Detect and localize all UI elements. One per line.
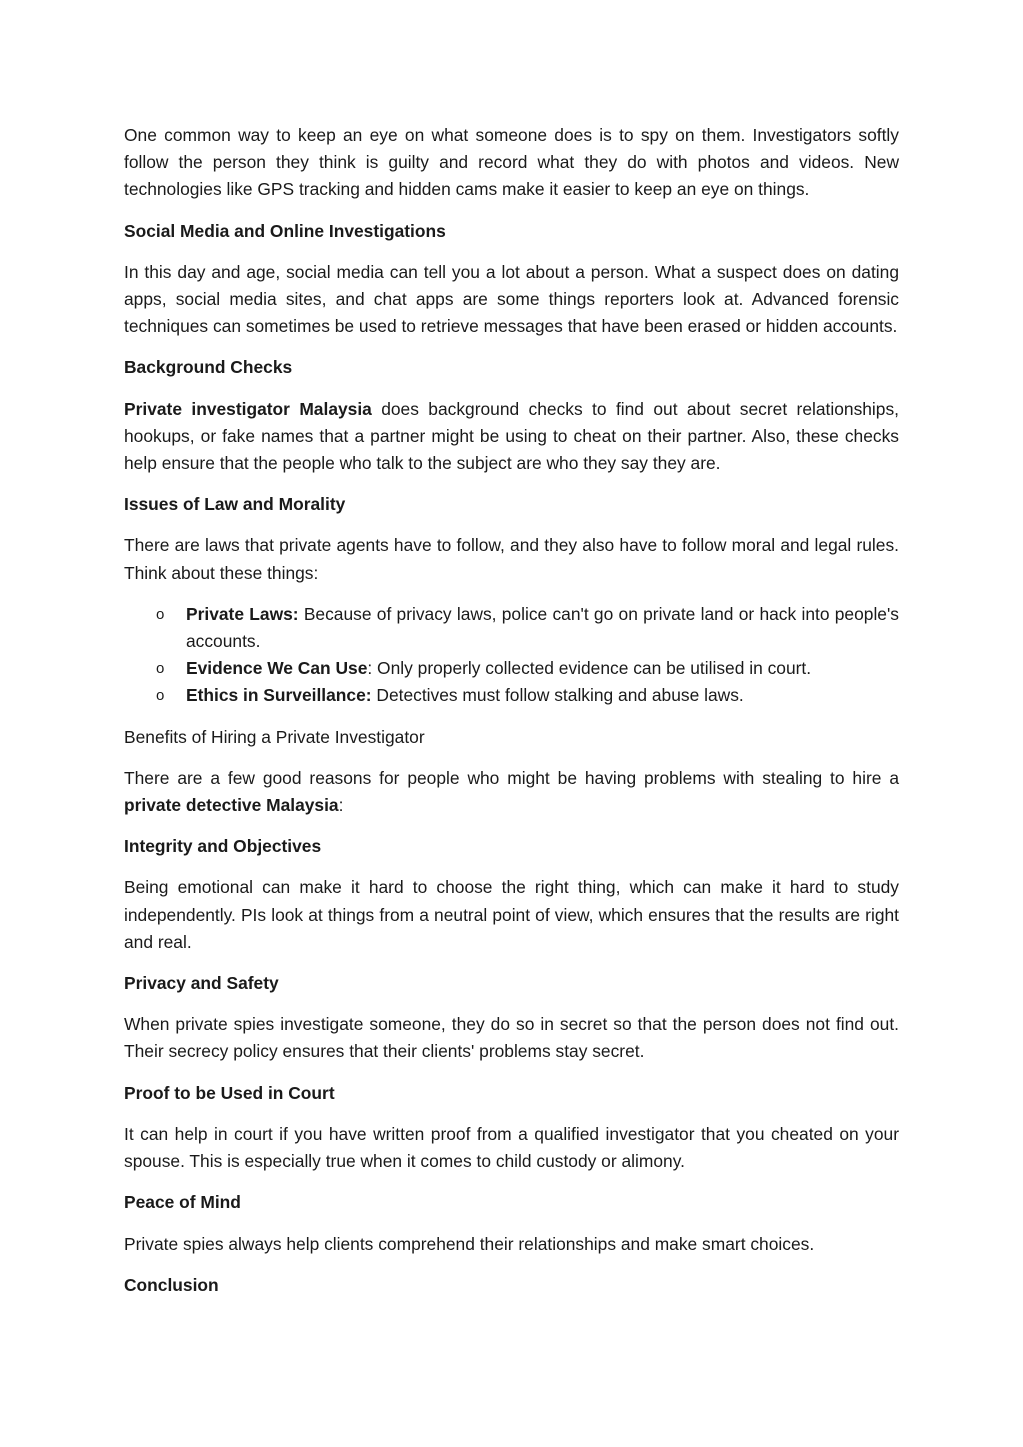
bullet-title: Ethics in Surveillance: — [186, 685, 372, 706]
bullet-text: Because of privacy laws, police can't go on private land or hack into people's accounts. — [186, 603, 899, 652]
heading-peace-of-mind: Peace of Mind — [124, 1192, 241, 1213]
benefits-colon: : — [338, 795, 344, 816]
heading-background-checks: Background Checks — [124, 357, 293, 378]
law-bullet-list — [124, 601, 899, 710]
bullet-title: Private Laws: — [186, 603, 299, 624]
paragraph-background-checks — [124, 396, 899, 478]
heading-privacy-safety: Privacy and Safety — [124, 973, 279, 994]
bold-private-investigator-malaysia: Private investigator Malaysia — [124, 398, 372, 419]
heading-law-morality: Issues of Law and Morality — [124, 494, 346, 515]
paragraph-proof-court: It can help in court if you have written proof from a qualified investigator that you cheated on your spouse. This is especially true when it comes to child custody or alimony. — [124, 1123, 899, 1172]
paragraph-peace-of-mind: Private spies always help clients comprehend their relationships and make smart choices. — [124, 1233, 815, 1254]
list-item — [124, 601, 899, 655]
bullet-text: : Only properly collected evidence can be utilised in court. — [367, 658, 812, 679]
paragraph-social-media: In this day and age, social media can tell you a lot about a person. What a suspect does on dating apps, social media sites, and chat apps are some things reporters look at. Advanced forensic techniques can sometimes be used to retrieve messages that have been erased or hidden accounts. — [124, 261, 899, 337]
benefits-text: There are a few good reasons for people who might be having problems with stealing to hire a — [124, 767, 899, 788]
bullet-circle-icon: o — [156, 660, 165, 678]
paragraph-surveillance: One common way to keep an eye on what someone does is to spy on them. Investigators softly follow the person they think is guilty and record what they do with photos and videos. New technologies like GPS tracking and hidden cams make it easier to keep an eye on things. — [124, 125, 899, 200]
paragraph-privacy-safety: When private spies investigate someone, they do so in secret so that the person does not find out. Their secrecy policy ensures that their clients' problems stay secret. — [124, 1014, 899, 1062]
paragraph-law-morality: There are laws that private agents have to follow, and they also have to follow moral and legal rules. Think about these things: — [124, 535, 899, 583]
heading-integrity: Integrity and Objectives — [124, 836, 322, 857]
bold-private-detective-malaysia: private detective Malaysia — [124, 795, 339, 816]
heading-social-media: Social Media and Online Investigations — [124, 220, 446, 241]
bullet-circle-icon: o — [156, 605, 165, 623]
paragraph-benefits — [124, 765, 899, 819]
bullet-title: Evidence We Can Use — [186, 658, 368, 679]
background-checks-text: does background checks to find out about secret relationships, hookups, or fake names that a partner might be using to cheat on their partner. Also, these checks help ensure that the people who talk to the subject are who they say they are. — [124, 398, 899, 474]
heading-proof-court: Proof to be Used in Court — [124, 1082, 335, 1103]
list-item — [124, 682, 899, 709]
paragraph-integrity: Being emotional can make it hard to choose the right thing, which can make it hard to study independently. PIs look at things from a neutral point of view, which ensures that the results are right and real. — [124, 877, 899, 952]
heading-benefits: Benefits of Hiring a Private Investigator — [124, 726, 425, 747]
list-item — [124, 655, 899, 682]
bullet-text: Detectives must follow stalking and abuse laws. — [371, 685, 744, 706]
bullet-circle-icon: o — [156, 687, 165, 705]
heading-conclusion: Conclusion — [124, 1274, 219, 1295]
